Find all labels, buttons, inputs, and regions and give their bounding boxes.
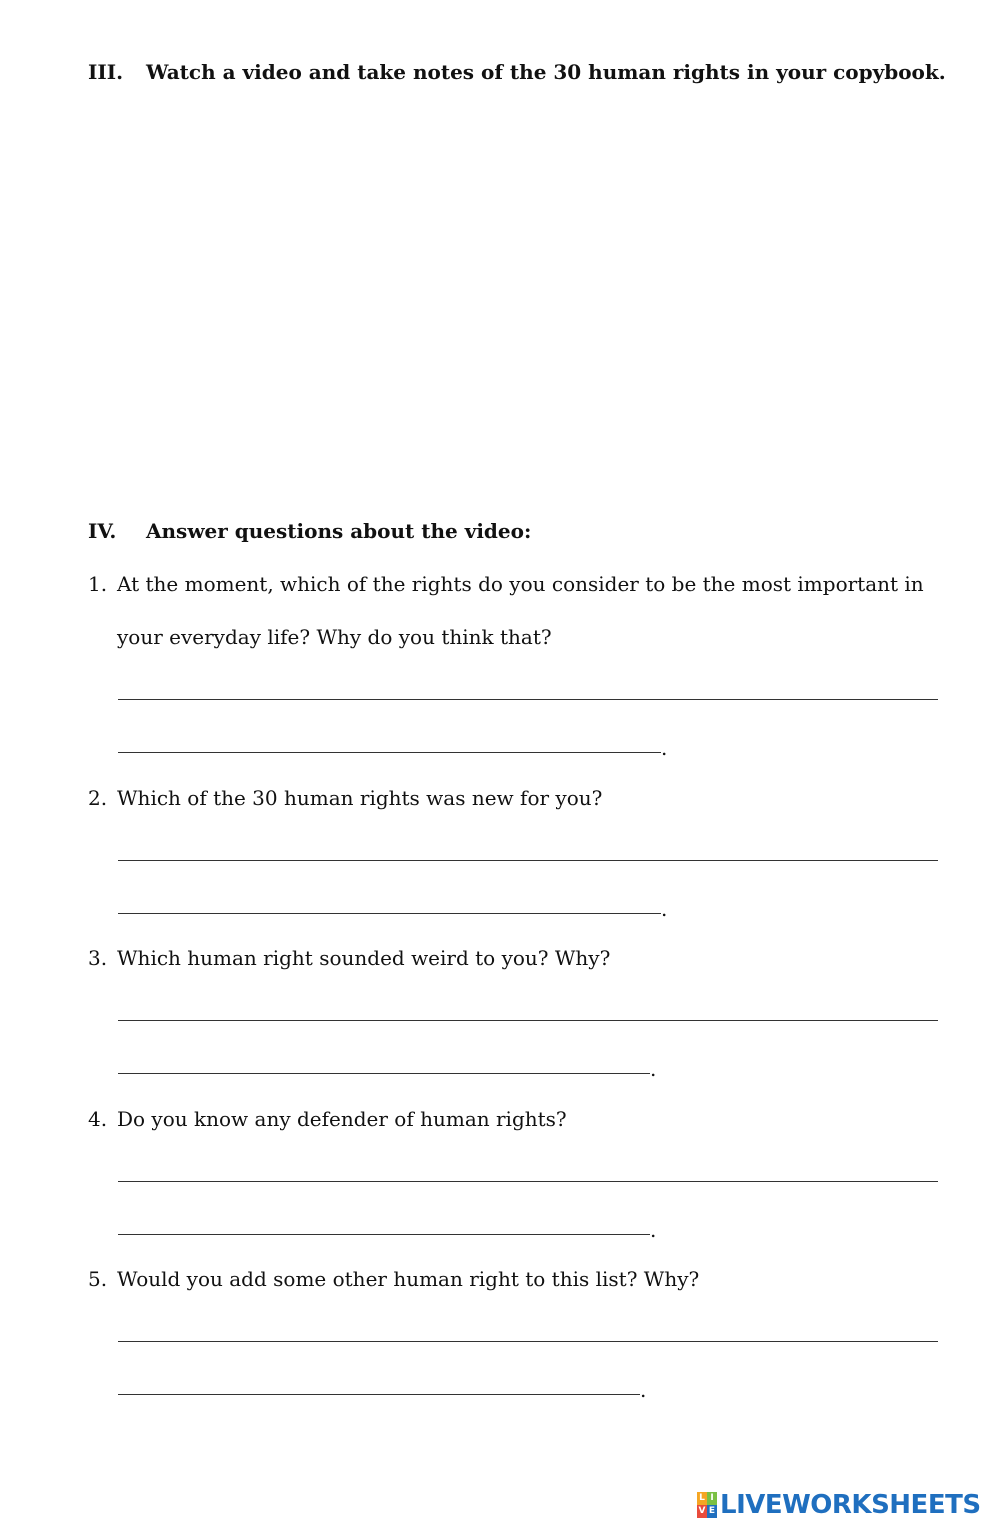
question-4 <box>88 1093 948 1146</box>
question-3 <box>88 932 948 985</box>
answer-line[interactable] <box>118 1341 938 1342</box>
live-blocks-icon <box>697 1492 717 1518</box>
answer-line[interactable] <box>118 1181 938 1182</box>
question-number: 5. <box>88 1267 108 1291</box>
question-1 <box>88 558 948 664</box>
answer-line[interactable] <box>118 699 938 700</box>
question-text: Which human right sounded weird to you? Why? <box>117 946 611 970</box>
section-three-heading <box>88 60 946 84</box>
answer-line[interactable] <box>118 1394 640 1395</box>
logo-letter: I <box>707 1492 717 1505</box>
answer-line[interactable] <box>118 1073 650 1074</box>
logo-letter: V <box>698 1506 706 1516</box>
answer-line[interactable] <box>118 1020 938 1021</box>
section-four-heading <box>88 519 531 543</box>
question-number: 1. <box>88 572 108 596</box>
logo-text: LIVEWORKSHEETS <box>720 1490 981 1520</box>
answer-line[interactable] <box>118 913 661 914</box>
question-number: 2. <box>88 786 108 810</box>
question-text: Which of the 30 human rights was new for you? <box>117 786 603 810</box>
question-text: At the moment, which of the rights do you consider to be the most important in your everyday life? Why do you think that? <box>117 572 924 649</box>
end-mark: . <box>650 1218 657 1242</box>
question-text: Do you know any defender of human rights? <box>117 1107 567 1131</box>
answer-line[interactable] <box>118 752 661 753</box>
logo-letter: E <box>708 1506 716 1516</box>
end-mark: . <box>661 736 668 760</box>
end-mark: . <box>640 1378 647 1402</box>
question-2 <box>88 772 948 825</box>
end-mark: . <box>650 1057 657 1081</box>
section-three-numeral: III. <box>88 60 124 84</box>
question-text: Would you add some other human right to this list? Why? <box>117 1267 700 1291</box>
question-5 <box>88 1253 948 1306</box>
question-number: 4. <box>88 1107 108 1131</box>
answer-line[interactable] <box>118 1234 650 1235</box>
section-four-numeral: IV. <box>88 519 117 543</box>
liveworksheets-logo <box>697 1487 981 1523</box>
question-number: 3. <box>88 946 108 970</box>
section-three-title: Watch a video and take notes of the 30 human rights in your copybook. <box>146 60 946 84</box>
answer-line[interactable] <box>118 860 938 861</box>
section-four-title: Answer questions about the video: <box>146 519 532 543</box>
end-mark: . <box>661 897 668 921</box>
logo-letter: L <box>697 1492 707 1505</box>
